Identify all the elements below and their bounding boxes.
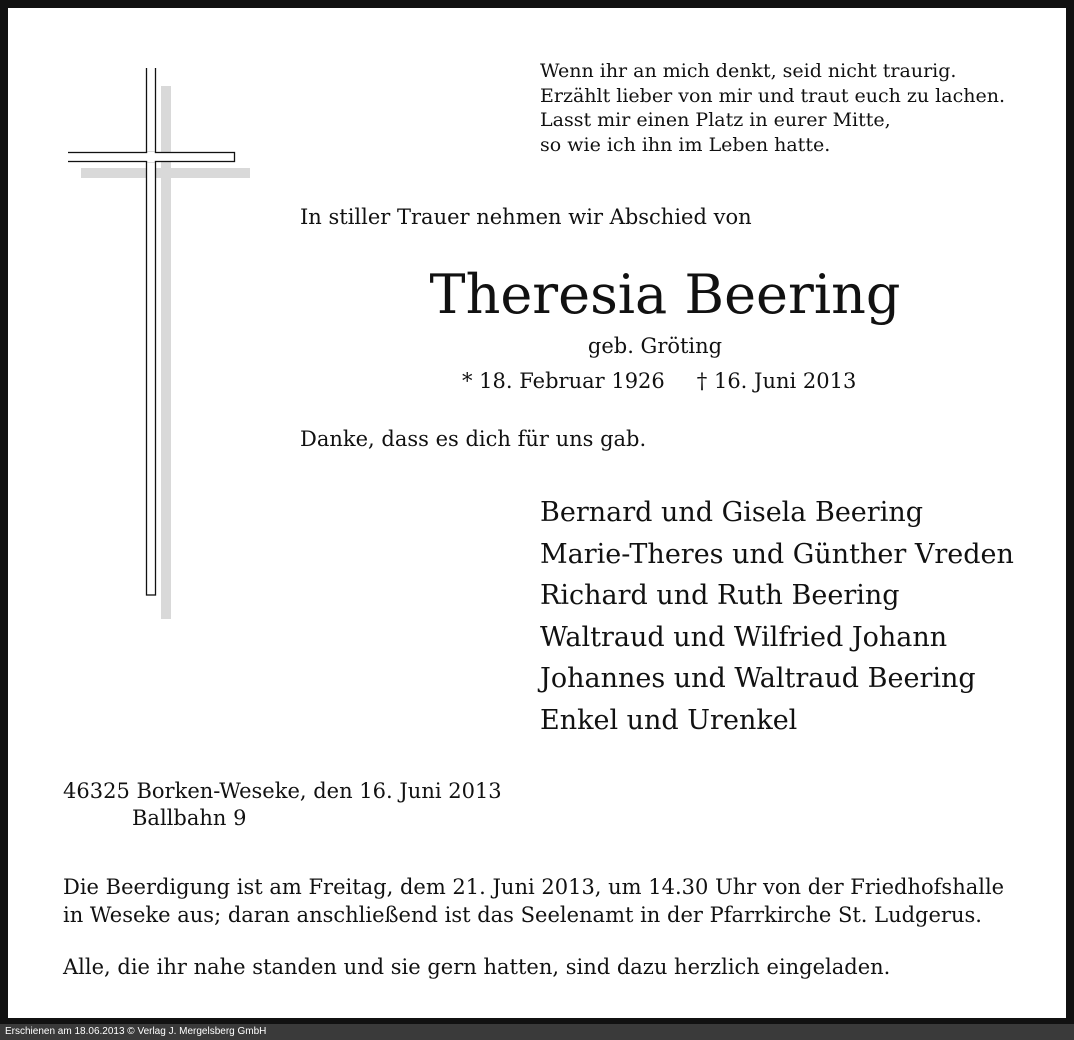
invitation-text: Alle, die ihr nahe standen und sie gern hatten, sind dazu herzlich eingeladen.	[63, 955, 891, 979]
mourner-entry: Richard und Ruth Beering	[540, 580, 900, 611]
deceased-name: Theresia Beering	[429, 263, 901, 326]
funeral-line: Die Beerdigung ist am Freitag, dem 21. Juni 2013, um 14.30 Uhr von der Friedhofshalle	[63, 875, 1005, 899]
mourner-entry: Waltraud und Wilfried Johann	[540, 621, 948, 653]
publication-note: Erschienen am 18.06.2013 © Verlag J. Mergelsberg GmbH	[5, 1026, 267, 1037]
cross-icon	[68, 68, 268, 628]
obituary-notice	[8, 8, 1066, 1018]
place-date: 46325 Borken-Weseke, den 16. Juni 2013	[63, 779, 502, 803]
poem-line: Erzählt lieber von mir und traut euch zu lachen.	[540, 84, 1005, 107]
poem	[540, 59, 1005, 157]
birth-date: * 18. Februar 1926	[462, 369, 665, 393]
intro-text: In stiller Trauer nehmen wir Abschied von	[300, 205, 752, 229]
poem-line: Lasst mir einen Platz in eurer Mitte,	[540, 109, 891, 131]
life-dates	[462, 367, 856, 395]
footer-bar	[0, 1024, 1074, 1040]
funeral-details	[63, 873, 1004, 929]
thanks-text: Danke, dass es dich für uns gab.	[300, 427, 647, 451]
poem-line: so wie ich ihn im Leben hatte.	[540, 133, 831, 156]
mourners-list	[540, 492, 1014, 741]
funeral-line: in Weseke aus; daran anschließend ist das Seelenamt in der Pfarrkirche St. Ludgerus.	[63, 903, 982, 927]
mourner-entry: Enkel und Urenkel	[540, 704, 798, 736]
mourner-entry: Marie-Theres und Günther Vreden	[540, 538, 1014, 570]
mourner-entry: Johannes und Waltraud Beering	[540, 663, 976, 694]
street-address: Ballbahn 9	[132, 806, 247, 830]
poem-line: Wenn ihr an mich denkt, seid nicht traurig.	[540, 60, 957, 82]
death-date: † 16. Juni 2013	[696, 369, 857, 393]
mourner-entry: Bernard und Gisela Beering	[540, 497, 923, 528]
maiden-name: geb. Gröting	[587, 334, 723, 358]
